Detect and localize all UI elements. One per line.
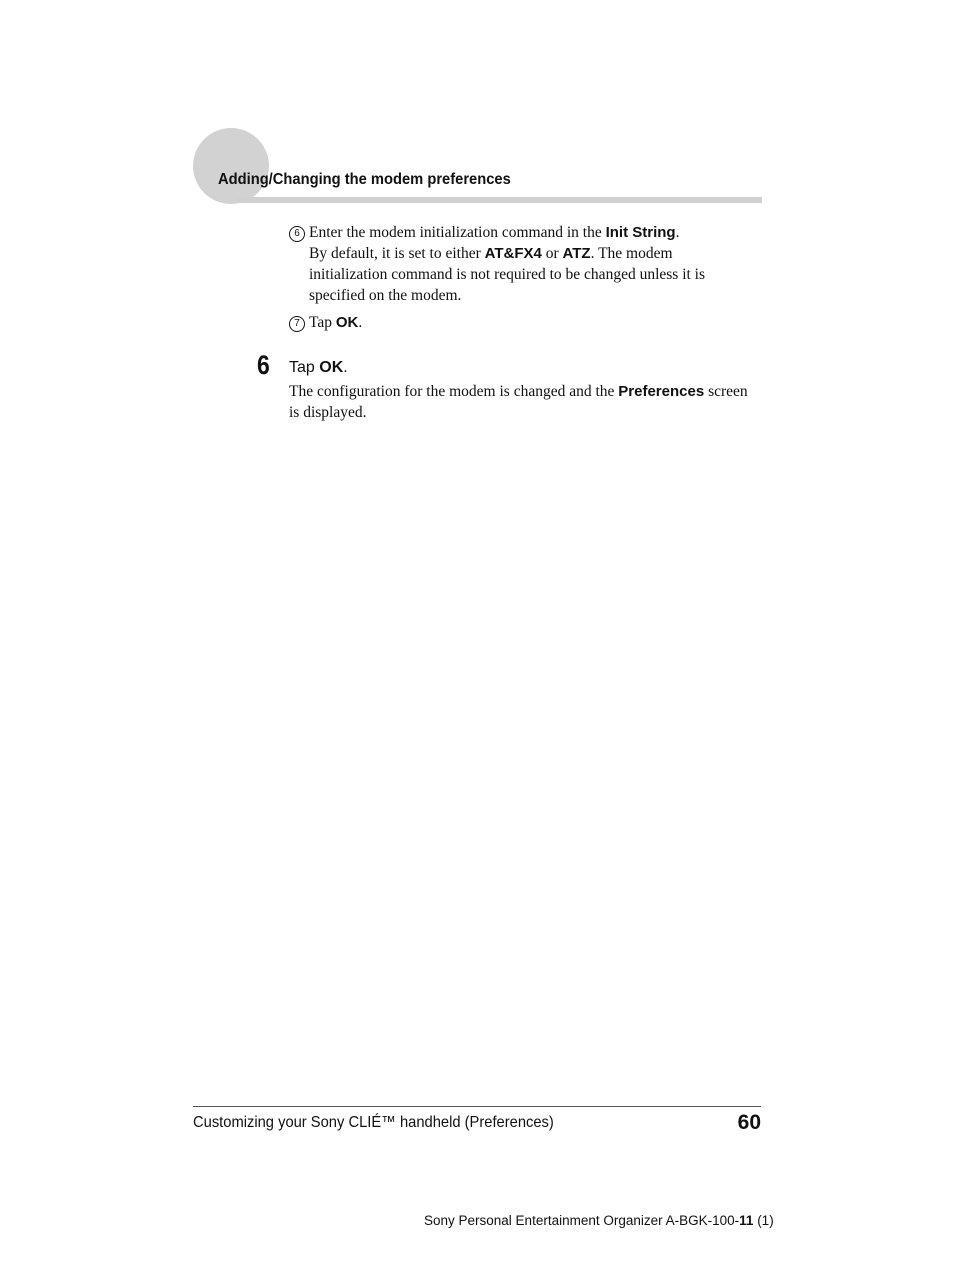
atfx4-label: AT&FX4 [484,245,542,262]
substep-7-text-a: Tap [309,314,336,331]
substep-6-text-b: . [675,224,680,241]
substep-7 [289,312,761,333]
document-code [424,1213,774,1228]
substep-6-line2-b: or [541,245,563,262]
circled-number-7: 7 [289,316,305,332]
step-number: 6 [257,350,270,380]
step-title-pre: Tap [289,359,320,376]
circled-number-6: 6 [289,226,305,242]
step-title-post: . [343,359,348,376]
footer-section-title: Customizing your Sony CLIÉ™ handheld (Preferences) [193,1114,554,1131]
substep-7-text-b: . [358,314,363,331]
substep-6-line3: initialization command is not required to be changed unless it is [309,266,706,283]
step-body-pre: The configuration for the modem is changed and the [289,383,619,400]
step-title-ok: OK [319,359,344,376]
init-string-label: Init String [605,224,676,241]
step-body [289,381,761,423]
substep-6-line2-a: By default, it is set to either [309,245,485,262]
ok-label: OK [335,314,359,331]
step-body-post: screen [704,383,748,400]
substep-6-line2-c: . The modem [590,245,673,262]
substep-6 [289,222,761,306]
document-code-bold: 11 [739,1213,754,1228]
step-title [289,359,348,377]
section-heading: Adding/Changing the modem preferences [218,171,511,188]
header-rule [236,197,762,203]
step-body-line2: is displayed. [289,404,367,421]
footer-rule [193,1106,761,1107]
substep-6-line4: specified on the modem. [309,287,462,304]
preferences-label: Preferences [618,383,705,400]
page-number: 60 [737,1111,761,1134]
document-code-pre: Sony Personal Entertainment Organizer A-BGK-100- [424,1213,740,1228]
atz-label: ATZ [562,245,591,262]
document-code-post: (1) [753,1213,774,1228]
substep-6-line2 [289,243,761,264]
substep-6-text-a: Enter the modem initialization command in the [309,224,606,241]
header-circle-decoration [193,128,269,204]
